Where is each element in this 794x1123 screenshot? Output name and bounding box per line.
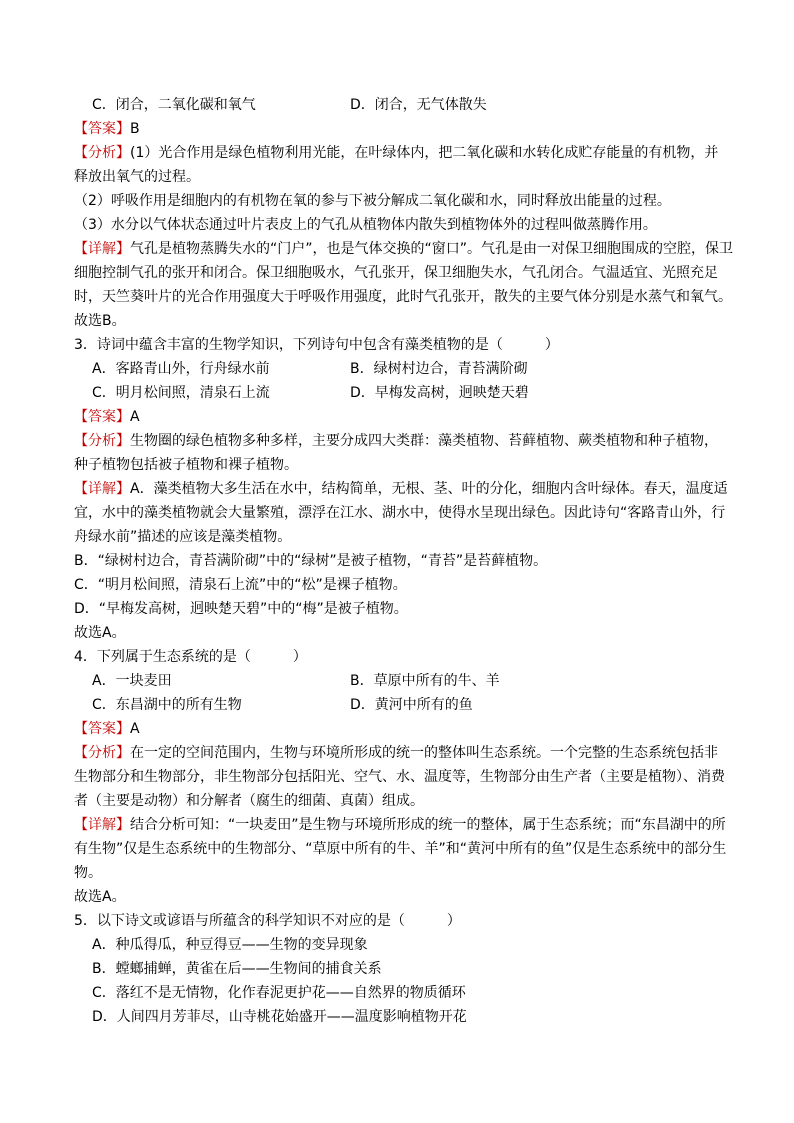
q5-option-d: D．人间四月芳菲尽，山寺桃花始盛开——温度影响植物开花 <box>92 1009 467 1025</box>
q4-option-c: C．东昌湖中的所有生物 <box>92 697 242 713</box>
q3-analysis-line-1 <box>74 430 724 452</box>
q3-detail-line-4: B．“绿树村边合，青苔满阶砌”中的“绿树”是被子植物，“青苔”是苔藓植物。 <box>74 553 548 569</box>
q4-detail-line-3: 物。 <box>74 865 102 881</box>
detail-tag: 【详解】 <box>74 817 130 833</box>
q4-detail-line-4: 故选A。 <box>74 889 126 905</box>
analysis-tag: 【分析】 <box>74 145 130 161</box>
q2-analysis-line-4: （3）水分以气体状态通过叶片表皮上的气孔从植物体内散失到植物体外的过程叫做蒸腾作用。 <box>74 217 657 233</box>
q2-detail-line-4: 故选B。 <box>74 313 126 329</box>
q3-option-d: D．早梅发高树，迥映楚天碧 <box>350 385 529 401</box>
answer-value: A <box>130 409 140 425</box>
analysis-tag: 【分析】 <box>74 433 130 449</box>
analysis-text: 生物圈的绿色植物多种多样，主要分成四大类群：藻类植物、苔藓植物、蕨类植物和种子植物， <box>130 433 718 449</box>
q4-detail-line-1 <box>74 814 724 836</box>
q3-option-a: A．客路青山外，行舟绿水前 <box>92 361 270 377</box>
q4-answer <box>74 718 724 740</box>
detail-tag: 【详解】 <box>74 241 130 257</box>
q3-stem: 3．诗词中蕴含丰富的生物学知识，下列诗句中包含有藻类植物的是（ ） <box>74 337 559 353</box>
q3-option-c: C．明月松间照，清泉石上流 <box>92 385 270 401</box>
q2-detail-line-1 <box>74 238 734 260</box>
q3-detail-line-6: D．“早梅发高树，迥映楚天碧”中的“梅”是被子植物。 <box>74 601 408 617</box>
q3-detail-line-5: C．“明月松间照，清泉石上流”中的“松”是裸子植物。 <box>74 577 407 593</box>
detail-text: A．藻类植物大多生活在水中，结构简单，无根、茎、叶的分化，细胞内含叶绿体。春天，温度适 <box>130 481 728 497</box>
q2-detail-line-3: 时，天竺葵叶片的光合作用强度大于呼吸作用强度，此时气孔张开，散失的主要气体分别是水蒸气和氧气。 <box>74 289 732 305</box>
q3-analysis-line-2: 种子植物包括被子植物和裸子植物。 <box>74 457 298 473</box>
q3-option-b: B．绿树村边合，青苔满阶砌 <box>350 361 528 377</box>
q3-answer <box>74 406 724 428</box>
answer-value: B <box>130 121 140 137</box>
q5-option-a: A．种瓜得瓜，种豆得豆——生物的变异现象 <box>92 937 368 953</box>
q4-option-a: A．一块麦田 <box>92 673 172 689</box>
answer-tag: 【答案】 <box>74 121 130 137</box>
detail-text: 结合分析可知：“一块麦田”是生物与环境所形成的统一的整体，属于生态系统；而“东昌湖中的所 <box>130 817 726 833</box>
answer-value: A <box>130 721 140 737</box>
q3-detail-line-1 <box>74 478 728 500</box>
q4-analysis-line-3: 者（主要是动物）和分解者（腐生的细菌、真菌）组成。 <box>74 793 424 809</box>
q4-option-b: B．草原中所有的牛、羊 <box>350 673 500 689</box>
q2-option-c: C．闭合，二氧化碳和氧气 <box>92 97 256 113</box>
q5-stem: 5．以下诗文或谚语与所蕴含的科学知识不对应的是（ ） <box>74 913 461 929</box>
q2-analysis-line-2: 释放出氧气的过程。 <box>74 169 200 185</box>
q2-analysis-line-3: （2）呼吸作用是细胞内的有机物在氧的参与下被分解成二氧化碳和水，同时释放出能量的过程。 <box>74 193 671 209</box>
q4-detail-line-2: 有生物”仅是生态系统中的生物部分、“草原中所有的牛、羊”和“黄河中所有的鱼”仅是生态系统中的部分生 <box>74 841 727 857</box>
q2-analysis-line-1 <box>74 142 724 164</box>
q4-stem: 4．下列属于生态系统的是（ ） <box>74 649 307 665</box>
q2-option-d: D．闭合，无气体散失 <box>350 97 487 113</box>
detail-text: 气孔是植物蒸腾失水的“门户”，也是气体交换的“窗口”。气孔是由一对保卫细胞围成的空腔，保卫 <box>130 241 734 257</box>
q2-detail-line-2: 细胞控制气孔的张开和闭合。保卫细胞吸水，气孔张开，保卫细胞失水，气孔闭合。气温适宜、光照充足 <box>74 265 718 281</box>
q5-option-b: B．螳螂捕蝉，黄雀在后——生物间的捕食关系 <box>92 961 382 977</box>
detail-tag: 【详解】 <box>74 481 130 497</box>
q3-detail-line-3: 舟绿水前”描述的应该是藻类植物。 <box>74 529 292 545</box>
analysis-text: (1）光合作用是绿色植物利用光能，在叶绿体内，把二氧化碳和水转化成贮存能量的有机物，并 <box>130 145 719 161</box>
q4-analysis-line-2: 生物部分和生物部分，非生物部分包括阳光、空气、水、温度等，生物部分由生产者（主要是植物）、消费 <box>74 769 725 785</box>
answer-tag: 【答案】 <box>74 721 130 737</box>
q2-answer <box>74 118 724 140</box>
q3-detail-line-7: 故选A。 <box>74 625 126 641</box>
q4-analysis-line-1 <box>74 742 724 764</box>
answer-tag: 【答案】 <box>74 409 130 425</box>
q5-option-c: C．落红不是无情物，化作春泥更护花——自然界的物质循环 <box>92 985 466 1001</box>
q3-detail-line-2: 宜，水中的藻类植物就会大量繁殖，漂浮在江水、湖水中，使得水呈现出绿色。因此诗句“客路青山外，行 <box>74 505 726 521</box>
analysis-text: 在一定的空间范围内，生物与环境所形成的统一的整体叫生态系统。一个完整的生态系统包括非 <box>130 745 718 761</box>
analysis-tag: 【分析】 <box>74 745 130 761</box>
q4-option-d: D．黄河中所有的鱼 <box>350 697 473 713</box>
